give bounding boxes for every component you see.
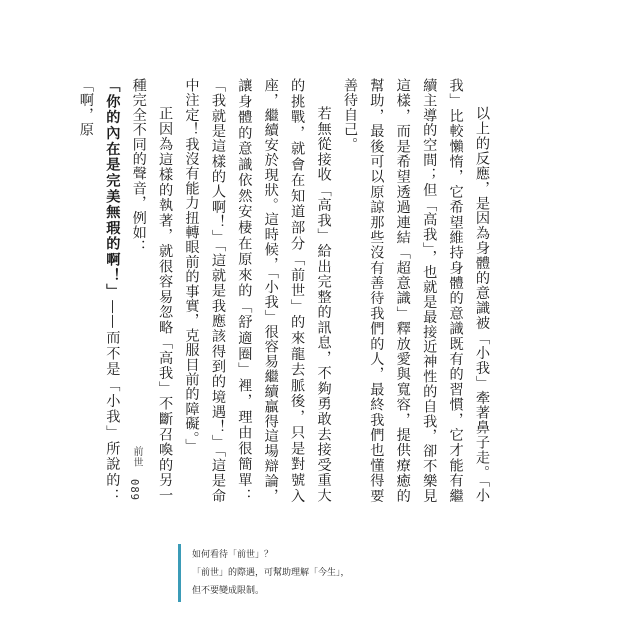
note-accent-bar xyxy=(178,544,181,602)
running-head: 前世 xyxy=(131,446,142,468)
body-text xyxy=(73,78,496,503)
quote-paragraph xyxy=(73,78,126,503)
paragraph: 正因為這樣的執著，就很容易忽略「高我」不斷召喚的另一種完全不同的聲音，例如： xyxy=(130,78,174,503)
sidebar-note xyxy=(178,544,478,602)
paragraph: 若無從接收「高我」給出完整的訊息，不夠勇敢去接受重大的挑戰，就會在知道部分「前世」的來龍去脈後，只是對號入座，繼續安於現狀。這時候，「小我」很容易繼續贏得這場辯論，讓身體的意識依然安棲在原來的「舒適圈」裡，理由很簡單：「我就是這樣的人啊！」「這就是我應該得到的境遇！」「這是命中注定！我沒有能力扭轉眼前的事實，克服目前的障礙。」 xyxy=(183,78,332,503)
note-line: 「前世」的際遇，可幫助理解「今生」， xyxy=(192,568,350,578)
page-number: 089 xyxy=(128,479,140,501)
quote-tail: ——而不是「小我」所說的：「啊，原 xyxy=(77,78,121,503)
note-lines xyxy=(192,546,350,600)
note-line: 如何看待「前世」？ xyxy=(192,550,274,560)
quote-emphasis: 「你的內在是完美無瑕的啊！」 xyxy=(104,78,121,300)
note-line: 但不要變成限制。 xyxy=(192,586,265,596)
paragraph: 以上的反應，是因為身體的意識被「小我」牽著鼻子走。「小我」比較懶惰，它希望維持身體的意識既有的習慣，它才能有繼續主導的空間；但「高我」，也就是最接近神性的自我，卻不樂見這樣，而是希望透過連結「超意識」釋放愛與寬容，提供療癒的幫助，最後可以原諒那些沒有善待我們的人，最終我們也懂得要善待自己。 xyxy=(341,78,490,503)
